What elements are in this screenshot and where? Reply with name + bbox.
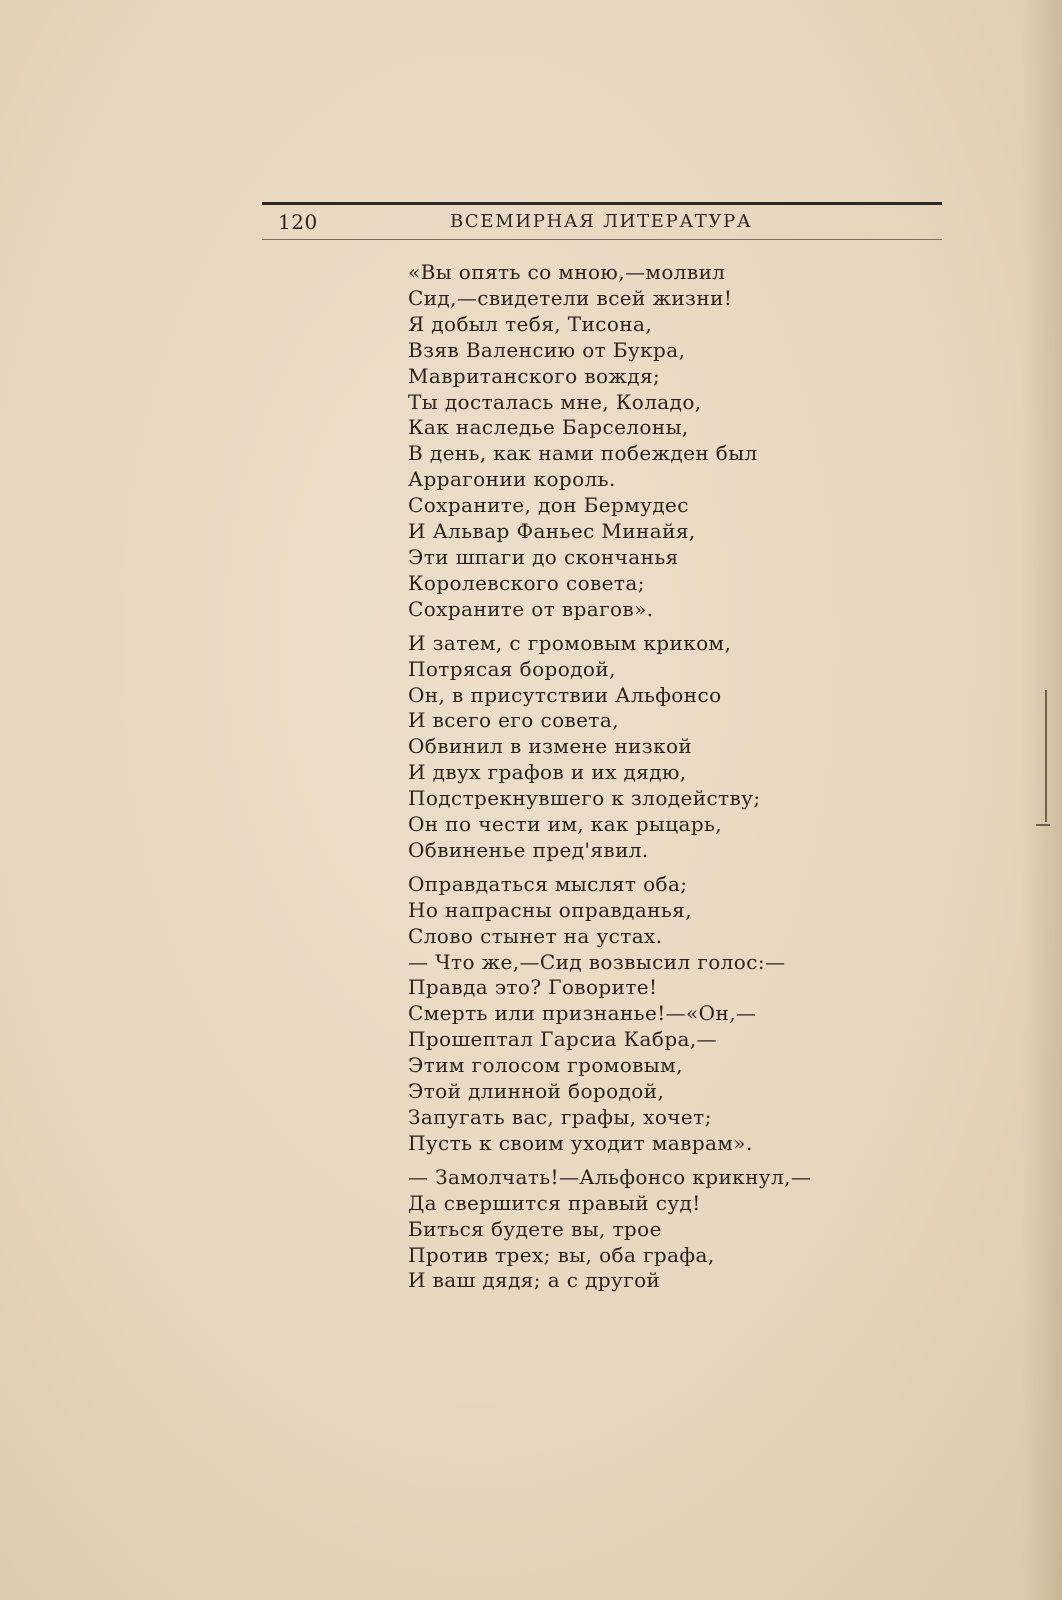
- stanza: [408, 1165, 888, 1295]
- poem-line: Он по чести им, как рыцарь,: [408, 812, 723, 837]
- page-number: 120: [278, 210, 318, 234]
- poem-line: «Вы опять со мною,—молвил: [408, 260, 726, 284]
- poem-line: Он, в присутствии Альфонсо: [408, 682, 722, 707]
- poem-line: Этим голосом громовым,: [408, 1053, 683, 1078]
- poem-line: Смерть или признанье!—«Он,—: [408, 1001, 757, 1026]
- poem-line: Пусть к своим уходит маврам».: [408, 1130, 753, 1155]
- poem-line: И двух графов и их дядю,: [408, 760, 687, 785]
- stanza: [408, 872, 888, 1157]
- poem-line: Оправдаться мыслят оба;: [408, 871, 688, 896]
- poem-line: Сид,—свидетели всей жизни!: [408, 285, 733, 310]
- poem-line: Эти шпаги до скончанья: [408, 544, 679, 569]
- poem-line: И ваш дядя; а с другой: [408, 1268, 661, 1293]
- page-edge-mark: [1045, 690, 1051, 822]
- poem-line: И затем, с громовым криком,: [408, 630, 732, 655]
- page-edge-shadow: [1022, 0, 1062, 1600]
- poem-line: Ты досталась мне, Коладо,: [408, 389, 702, 414]
- poem-line: Правда это? Говорите!: [408, 975, 658, 1000]
- poem-line: Биться будете вы, трое: [408, 1216, 662, 1241]
- poem-line: Королевского совета;: [408, 570, 645, 595]
- poem-line: В день, как нами побежден был: [408, 441, 758, 466]
- running-title: ВСЕМИРНАЯ ЛИТЕРАТУРА: [450, 211, 753, 232]
- poem-line: Сохраните, дон Бермудес: [408, 493, 689, 518]
- poem-line: Слово стынет на устах.: [408, 923, 663, 948]
- poem-line: Сохраните от врагов».: [408, 596, 654, 621]
- poem-line: Потрясая бородой,: [408, 656, 616, 681]
- poem-line: Мавританского вождя;: [408, 363, 661, 388]
- poem-line: Запугать вас, графы, хочет;: [408, 1105, 712, 1129]
- poem-line: — Что же,—Сид возвысил голос:—: [408, 949, 786, 974]
- poem-text: [408, 260, 888, 1302]
- poem-line: И всего его совета,: [408, 708, 619, 733]
- poem-line: Взяв Валенсию от Букра,: [408, 337, 686, 362]
- poem-line: — Замолчать!—Альфонсо крикнул,—: [408, 1164, 812, 1189]
- poem-line: Обвиненье пред'явил.: [408, 837, 649, 862]
- stanza: [408, 260, 888, 623]
- poem-line: Да свершится правый суд!: [408, 1190, 701, 1215]
- poem-line: Но напрасны оправданья,: [408, 897, 692, 922]
- stanza: [408, 631, 888, 864]
- poem-line: Я добыл тебя, Тисона,: [408, 311, 653, 336]
- poem-line: И Альвар Фаньес Минайя,: [408, 519, 696, 544]
- poem-line: Подстрекнувшего к злодейству;: [408, 786, 761, 811]
- running-header: [262, 202, 942, 240]
- page-edge-notch: [1036, 816, 1050, 826]
- poem-line: Как наследье Барселоны,: [408, 415, 689, 440]
- poem-line: Прошептал Гарсиа Кабра,—: [408, 1027, 718, 1052]
- poem-line: Против трех; вы, оба графа,: [408, 1242, 715, 1267]
- poem-line: Аррагонии король.: [408, 467, 616, 492]
- poem-line: Этой длинной бородой,: [408, 1079, 665, 1104]
- poem-line: Обвинил в измене низкой: [408, 734, 693, 759]
